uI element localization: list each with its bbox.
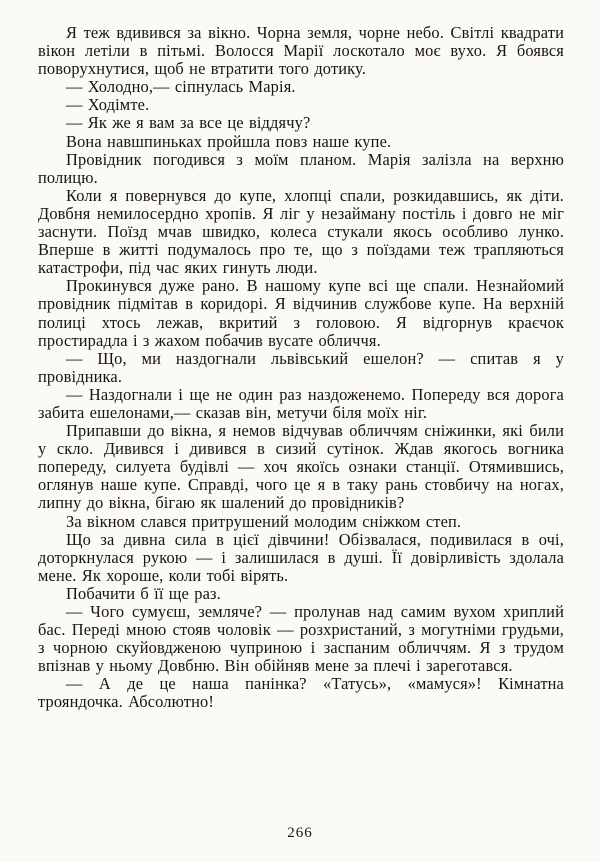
paragraph: За вікном слався притрушений молодим сніжком степ. — [66, 511, 462, 531]
paragraph: Провідник погодився з моїм планом. Марія залізла на верхню полицю. — [38, 149, 564, 187]
paragraph: Я теж вдивився за вікно. Чорна земля, чорне небо. Світлі квадрати вікон летіли в пітьмі. Волосся Марії лоскотало моє вухо. Я боявся поворухнутися, щоб не втратити того дотику. — [38, 23, 564, 79]
paragraph: — Холодно,— сіпнулась Марія. — [66, 77, 296, 97]
text-column — [38, 24, 564, 712]
paragraph: — А де це наша панінка? «Татусь», «мамуся»! Кімнатна трояндочка. Абсолютно! — [38, 674, 564, 712]
paragraph: — Наздогнали і ще не один раз наздоженемо. Попереду вся дорога забита ешелонами,— сказав він, метучи біля моїх ніг. — [38, 384, 564, 422]
paragraph: — Ходімте. — [66, 95, 150, 115]
paragraph: Побачити б її ще раз. — [66, 583, 221, 603]
page-number: 266 — [287, 825, 313, 841]
paragraph: — Як же я вам за все це віддячу? — [66, 113, 311, 133]
paragraph: — Що, ми наздогнали львівський ешелон? — спитав я у провідника. — [38, 348, 564, 386]
paragraph: Вона навшпиньках пройшла повз наше купе. — [66, 131, 392, 151]
paragraph: Прокинувся дуже рано. В нашому купе всі ще спали. Незнайомий провідник підмітав в коридорі. Я відчинив службове купе. На верхній полиці хтось лежав, вкритий з головою. Я відгорнув краєчок простирадла і з жахом побачив вусате обличчя. — [38, 276, 564, 350]
paragraph: Припавши до вікна, я немов відчував обличчям сніжинки, які били у скло. Дивився і дивився в сизий сутінок. Ждав якогось вогника попереду, силуета будівлі — хоч якоїсь ознаки станції. Отямившись, оглянув наше купе. Справді, чого це я в таку рань стовбичу на ногах, липну до вікна, бігаю як шалений до провідників? — [38, 421, 564, 513]
paragraph: Що за дивна сила в цієї дівчини! Обізвалася, подивилася в очі, доторкнулася рукою — і залишилася в душі. Її довірливість здолала мене. Як хороше, коли тобі вірять. — [38, 529, 564, 585]
paragraph: — Чого сумуєш, земляче? — пролунав над самим вухом хриплий бас. Переді мною стояв чоловік — розхристаний, з могутніми грудьми, з чорною скуйовдженою чуприною і заспаним обличчям. Я з трудом впізнав у ньому Довбню. Він обійняв мене за плечі і зареготався. — [38, 602, 564, 676]
paragraph: Коли я повернувся до купе, хлопці спали, розкидавшись, як діти. Довбня немилосердно хропів. Я ліг у незайману постіль і довго не міг заснути. Поїзд мчав швидко, колеса стукали якось особливо лунко. Вперше в житті подумалось про те, що з поїздами теж трапляються катастрофи, під час яких гинуть люди. — [38, 185, 564, 278]
